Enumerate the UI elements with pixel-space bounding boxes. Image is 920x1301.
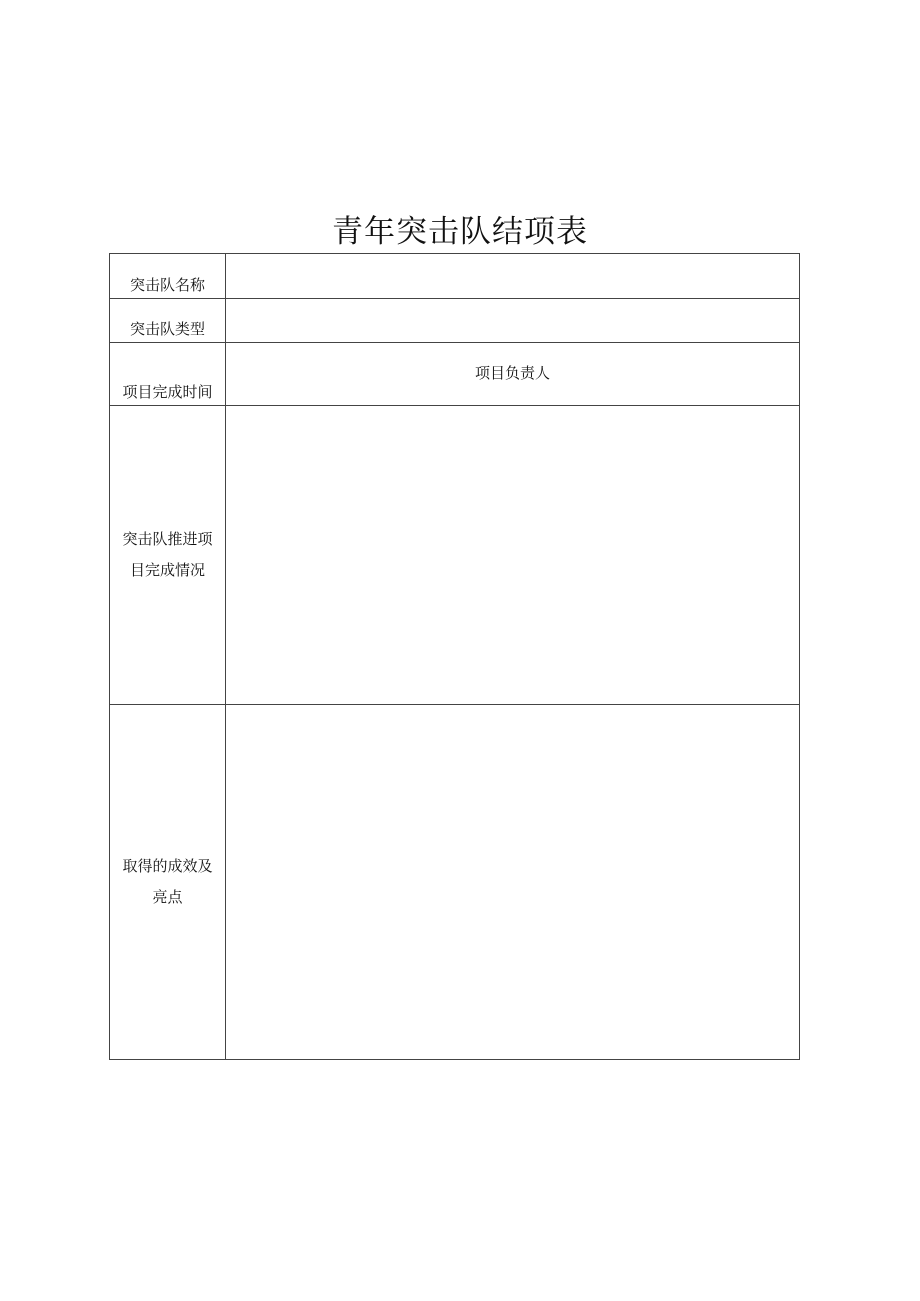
row-progress	[110, 406, 799, 705]
project-completion-form	[109, 253, 800, 1060]
field-achievements[interactable]	[226, 705, 799, 1059]
field-team-name[interactable]	[226, 254, 799, 298]
row-team-name	[110, 254, 799, 299]
label-team-name	[110, 254, 226, 298]
row-team-type	[110, 299, 799, 343]
label-progress: 突击队推进项目完成情况	[110, 406, 226, 704]
label-team-type-text: 突击队类型	[129, 320, 205, 338]
label-team-type	[110, 299, 226, 342]
row-achievements	[110, 705, 799, 1059]
field-team-type[interactable]	[226, 299, 799, 342]
label-achievements: 取得的成效及亮点	[110, 705, 226, 1059]
label-completion-time-text: 项目完成时间	[122, 383, 213, 401]
form-title: 青年突击队结项表	[332, 214, 588, 250]
field-completion-time[interactable]	[226, 343, 799, 405]
label-completion-time	[110, 343, 226, 405]
label-team-name-text: 突击队名称	[129, 276, 205, 294]
label-project-leader: 项目负责人	[474, 364, 550, 382]
row-completion-time	[110, 343, 799, 406]
field-progress[interactable]	[226, 406, 799, 704]
